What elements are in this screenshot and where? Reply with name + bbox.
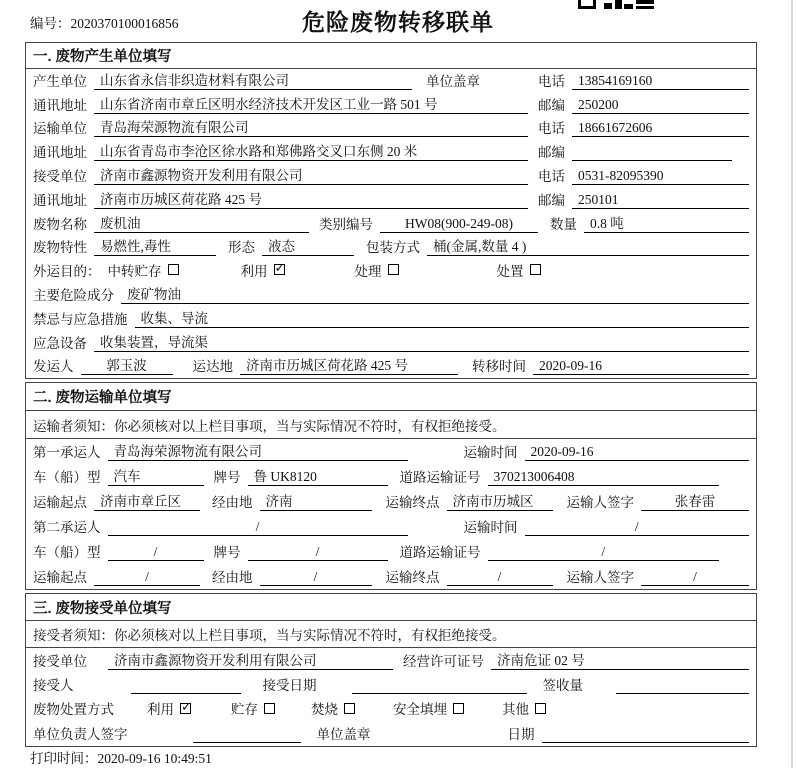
row-carrier2 [26, 514, 756, 539]
vehicle2-type-label: 车（船）型 [33, 545, 101, 561]
received-qty-label: 签收量 [542, 678, 583, 694]
waste-props-value: 易燃性,毒性 [94, 235, 216, 256]
accept-date-value [352, 678, 527, 694]
section-receiver [25, 593, 757, 747]
dispatcher-value: 郭玉波 [81, 354, 173, 375]
producer-value: 山东省永信非织造材料有限公司 [94, 69, 412, 90]
producer-zip-value: 250200 [572, 97, 749, 114]
purpose-option-label: 中转贮存 [107, 263, 162, 279]
receiver-phone-value: 0531-82095390 [572, 168, 749, 185]
carrier1-time-value: 2020-09-16 [525, 444, 750, 461]
purpose-option-treat [355, 260, 399, 280]
row-producer-address [26, 93, 756, 117]
vehicle2-plate-label: 牌号 [213, 545, 241, 561]
form-table [25, 42, 757, 750]
emergency-equipment-value: 收集装置，导流渠 [94, 331, 749, 352]
vehicle1-permit-value: 370213006408 [488, 469, 720, 486]
receiver-zip-label: 邮编 [538, 192, 565, 208]
disposal-option-label: 焚烧 [311, 702, 338, 718]
print-time-label: 打印时间： [30, 751, 98, 766]
row-transporter [26, 117, 756, 141]
transporter-value: 青岛海荣源物流有限公司 [94, 116, 528, 137]
route1-start-label: 运输起点 [33, 495, 87, 511]
disposal-utilize-checkbox [180, 703, 191, 714]
treat-checkbox [388, 264, 399, 275]
purpose-option-label: 处置 [496, 263, 524, 279]
responsible-sign-value [193, 727, 301, 743]
waste-form-value: 液态 [262, 235, 354, 256]
transfer-storage-checkbox [168, 264, 179, 275]
route1-sign-value: 张春雷 [641, 490, 749, 511]
receiving-unit-label: 接受单位 [33, 653, 87, 669]
route1-sign-label: 运输人签字 [566, 495, 634, 511]
transporter-label: 运输单位 [33, 121, 87, 137]
carrier1-label: 第一承运人 [33, 445, 101, 461]
transfer-time-value: 2020-09-16 [533, 358, 749, 375]
disposal-landfill-checkbox [453, 703, 464, 714]
row-accept [26, 673, 756, 698]
receiver-address-label: 通讯地址 [33, 192, 87, 208]
purpose-option-utilize [241, 260, 285, 280]
serial-label: 编号： [30, 16, 71, 31]
destination-label: 运达地 [192, 359, 233, 375]
emergency-measures-value: 收集、导流 [135, 307, 750, 328]
waste-qty-value: 0.8 吨 [584, 212, 749, 233]
transporter-phone-label: 电话 [538, 121, 565, 137]
disposal-option-storage [231, 698, 275, 718]
section-transporter-header: 二. 废物运输单位填写 [26, 383, 756, 411]
carrier2-value: / [108, 519, 408, 536]
disposal-incinerate-checkbox [344, 703, 355, 714]
route2-via-value: / [260, 569, 372, 586]
purpose-label: 外运目的： [33, 263, 101, 279]
transporter-address-value: 山东省青岛市李沧区徐水路和郑佛路交叉口东侧 20 米 [94, 140, 528, 161]
row-waste-props [26, 236, 756, 260]
license-value: 济南危证 02 号 [491, 649, 749, 670]
disposal-option-other [502, 698, 546, 718]
transporter-phone-value: 18661672606 [572, 120, 749, 137]
print-time [30, 747, 212, 767]
destination-value: 济南市历城区荷花路 425 号 [240, 354, 458, 375]
vehicle2-permit-label: 道路运输证号 [399, 545, 481, 561]
row-hazard-component [26, 283, 756, 307]
disposal-option-label: 利用 [147, 702, 174, 718]
sign-date-value [542, 727, 750, 743]
packing-label: 包装方式 [366, 240, 420, 256]
producer-phone-label: 电话 [538, 73, 565, 89]
producer-label: 产生单位 [33, 73, 87, 89]
row-waste-name [26, 212, 756, 236]
purpose-option-transfer-storage [108, 260, 179, 280]
route1-via-label: 经由地 [212, 495, 253, 511]
emergency-equipment-label: 应急设备 [33, 335, 87, 351]
purpose-option-label: 处理 [354, 263, 382, 279]
vehicle1-type-label: 车（船）型 [33, 470, 101, 486]
print-time-value: 2020-09-16 10:49:51 [97, 751, 212, 766]
transporter-zip-label: 邮编 [538, 145, 565, 161]
packing-value: 桶(金属,数量 4 ) [427, 235, 749, 256]
producer-seal-label: 单位盖章 [426, 73, 480, 89]
route2-start-label: 运输起点 [33, 570, 87, 586]
row-purpose [26, 259, 756, 283]
disposal-option-landfill [393, 698, 464, 718]
carrier2-time-value: / [525, 519, 750, 536]
utilize-checkbox [274, 264, 285, 275]
row-receiving-unit [26, 648, 756, 673]
received-qty-value [616, 678, 749, 694]
disposal-option-label: 其他 [502, 702, 529, 718]
carrier1-value: 青岛海荣源物流有限公司 [108, 440, 408, 461]
row-vehicle1 [26, 464, 756, 489]
row-route2 [26, 564, 756, 589]
serial-number: 2020370100016856 [70, 16, 179, 31]
waste-form-label: 形态 [228, 240, 255, 256]
vehicle2-type-value: / [108, 544, 204, 561]
unit-seal-label: 单位盖章 [316, 727, 371, 743]
dispatcher-label: 发运人 [33, 359, 74, 375]
vehicle1-type-value: 汽车 [108, 465, 204, 486]
disposal-option-utilize [147, 698, 191, 718]
accept-person-label: 接受人 [33, 678, 74, 694]
route2-sign-value: / [641, 569, 749, 586]
transporter-notice: 运输者须知：你必须核对以上栏目事项，当与实际情况不符时，有权拒绝接受。 [26, 411, 756, 439]
receiver-value: 济南市鑫源物资开发利用有限公司 [94, 164, 528, 185]
producer-phone-value: 13854169160 [572, 73, 749, 90]
emergency-measures-label: 禁忌与应急措施 [33, 311, 128, 327]
route2-end-value: / [447, 569, 553, 586]
vehicle2-plate-value: / [248, 544, 388, 561]
route1-via-value: 济南 [260, 490, 372, 511]
waste-name-label: 废物名称 [33, 216, 87, 232]
vehicle1-plate-label: 牌号 [213, 470, 241, 486]
qr-code-fragment-icon [578, 0, 654, 10]
waste-name-value: 废机油 [94, 212, 309, 233]
section-producer [25, 42, 757, 379]
receiving-unit-value: 济南市鑫源物资开发利用有限公司 [108, 649, 393, 670]
section-transporter [25, 382, 757, 590]
row-dispatch [26, 355, 756, 379]
sign-date-label: 日期 [507, 727, 535, 743]
purpose-option-label: 利用 [240, 263, 268, 279]
row-emergency-equipment [26, 331, 756, 355]
row-responsible-sign [26, 722, 756, 747]
row-emergency-measures [26, 307, 756, 331]
route2-start-value: / [94, 569, 200, 586]
row-transporter-address [26, 140, 756, 164]
receiver-phone-label: 电话 [538, 168, 565, 184]
hazard-value: 废矿物油 [121, 283, 749, 304]
license-label: 经营许可证号 [403, 653, 484, 669]
disposal-option-label: 贮存 [231, 702, 258, 718]
section-receiver-header: 三. 废物接受单位填写 [26, 594, 756, 621]
receiver-notice: 接受者须知：你必须核对以上栏目事项，当与实际情况不符时，有权拒绝接受。 [26, 621, 756, 648]
waste-category-label: 类别编号 [319, 216, 373, 232]
disposal-other-checkbox [535, 703, 546, 714]
route1-end-value: 济南市历城区 [447, 490, 553, 511]
transfer-time-label: 转移时间 [472, 359, 526, 375]
disposal-label: 废物处置方式 [33, 702, 114, 718]
vehicle1-permit-label: 道路运输证号 [399, 470, 481, 486]
carrier2-label: 第二承运人 [33, 520, 101, 536]
vehicle1-plate-value: 鲁 UK8120 [248, 465, 388, 486]
receiver-address-value: 济南市历城区荷花路 425 号 [94, 188, 528, 209]
receiver-label: 接受单位 [33, 168, 87, 184]
producer-address-value: 山东省济南市章丘区明水经济技术开发区工业一路 501 号 [94, 93, 528, 114]
carrier1-time-label: 运输时间 [463, 445, 518, 461]
row-carrier1 [26, 439, 756, 464]
route2-via-label: 经由地 [212, 570, 253, 586]
row-producer [26, 69, 756, 93]
page-title: 危险废物转移联单 [302, 9, 494, 35]
responsible-sign-label: 单位负责人签字 [33, 727, 128, 743]
producer-address-label: 通讯地址 [33, 97, 87, 113]
disposal-storage-checkbox [264, 703, 275, 714]
section-producer-header: 一. 废物产生单位填写 [26, 43, 756, 69]
route2-sign-label: 运输人签字 [566, 570, 634, 586]
dispose-checkbox [530, 264, 541, 275]
accept-person-value [131, 678, 241, 694]
accept-date-label: 接受日期 [262, 678, 317, 694]
disposal-option-incinerate [311, 698, 355, 718]
receiver-zip-value: 250101 [572, 192, 749, 209]
purpose-option-dispose [497, 260, 541, 280]
waste-category-value: HW08(900-249-08) [380, 216, 538, 233]
carrier2-time-label: 运输时间 [463, 520, 518, 536]
row-route1 [26, 489, 756, 514]
waste-props-label: 废物特性 [33, 240, 87, 256]
route1-end-label: 运输终点 [385, 495, 440, 511]
row-receiver [26, 164, 756, 188]
row-receiver-address [26, 188, 756, 212]
waste-qty-label: 数量 [550, 216, 577, 232]
route1-start-value: 济南市章丘区 [94, 490, 200, 511]
transporter-zip-value [572, 145, 732, 161]
vehicle2-permit-value: / [488, 544, 720, 561]
route2-end-label: 运输终点 [385, 570, 440, 586]
producer-zip-label: 邮编 [538, 97, 565, 113]
row-disposal [26, 697, 756, 722]
page-edge-line [791, 0, 793, 768]
disposal-option-label: 安全填埋 [393, 702, 447, 718]
transporter-address-label: 通讯地址 [33, 145, 87, 161]
row-vehicle2 [26, 539, 756, 564]
hazard-label: 主要危险成分 [33, 287, 114, 303]
